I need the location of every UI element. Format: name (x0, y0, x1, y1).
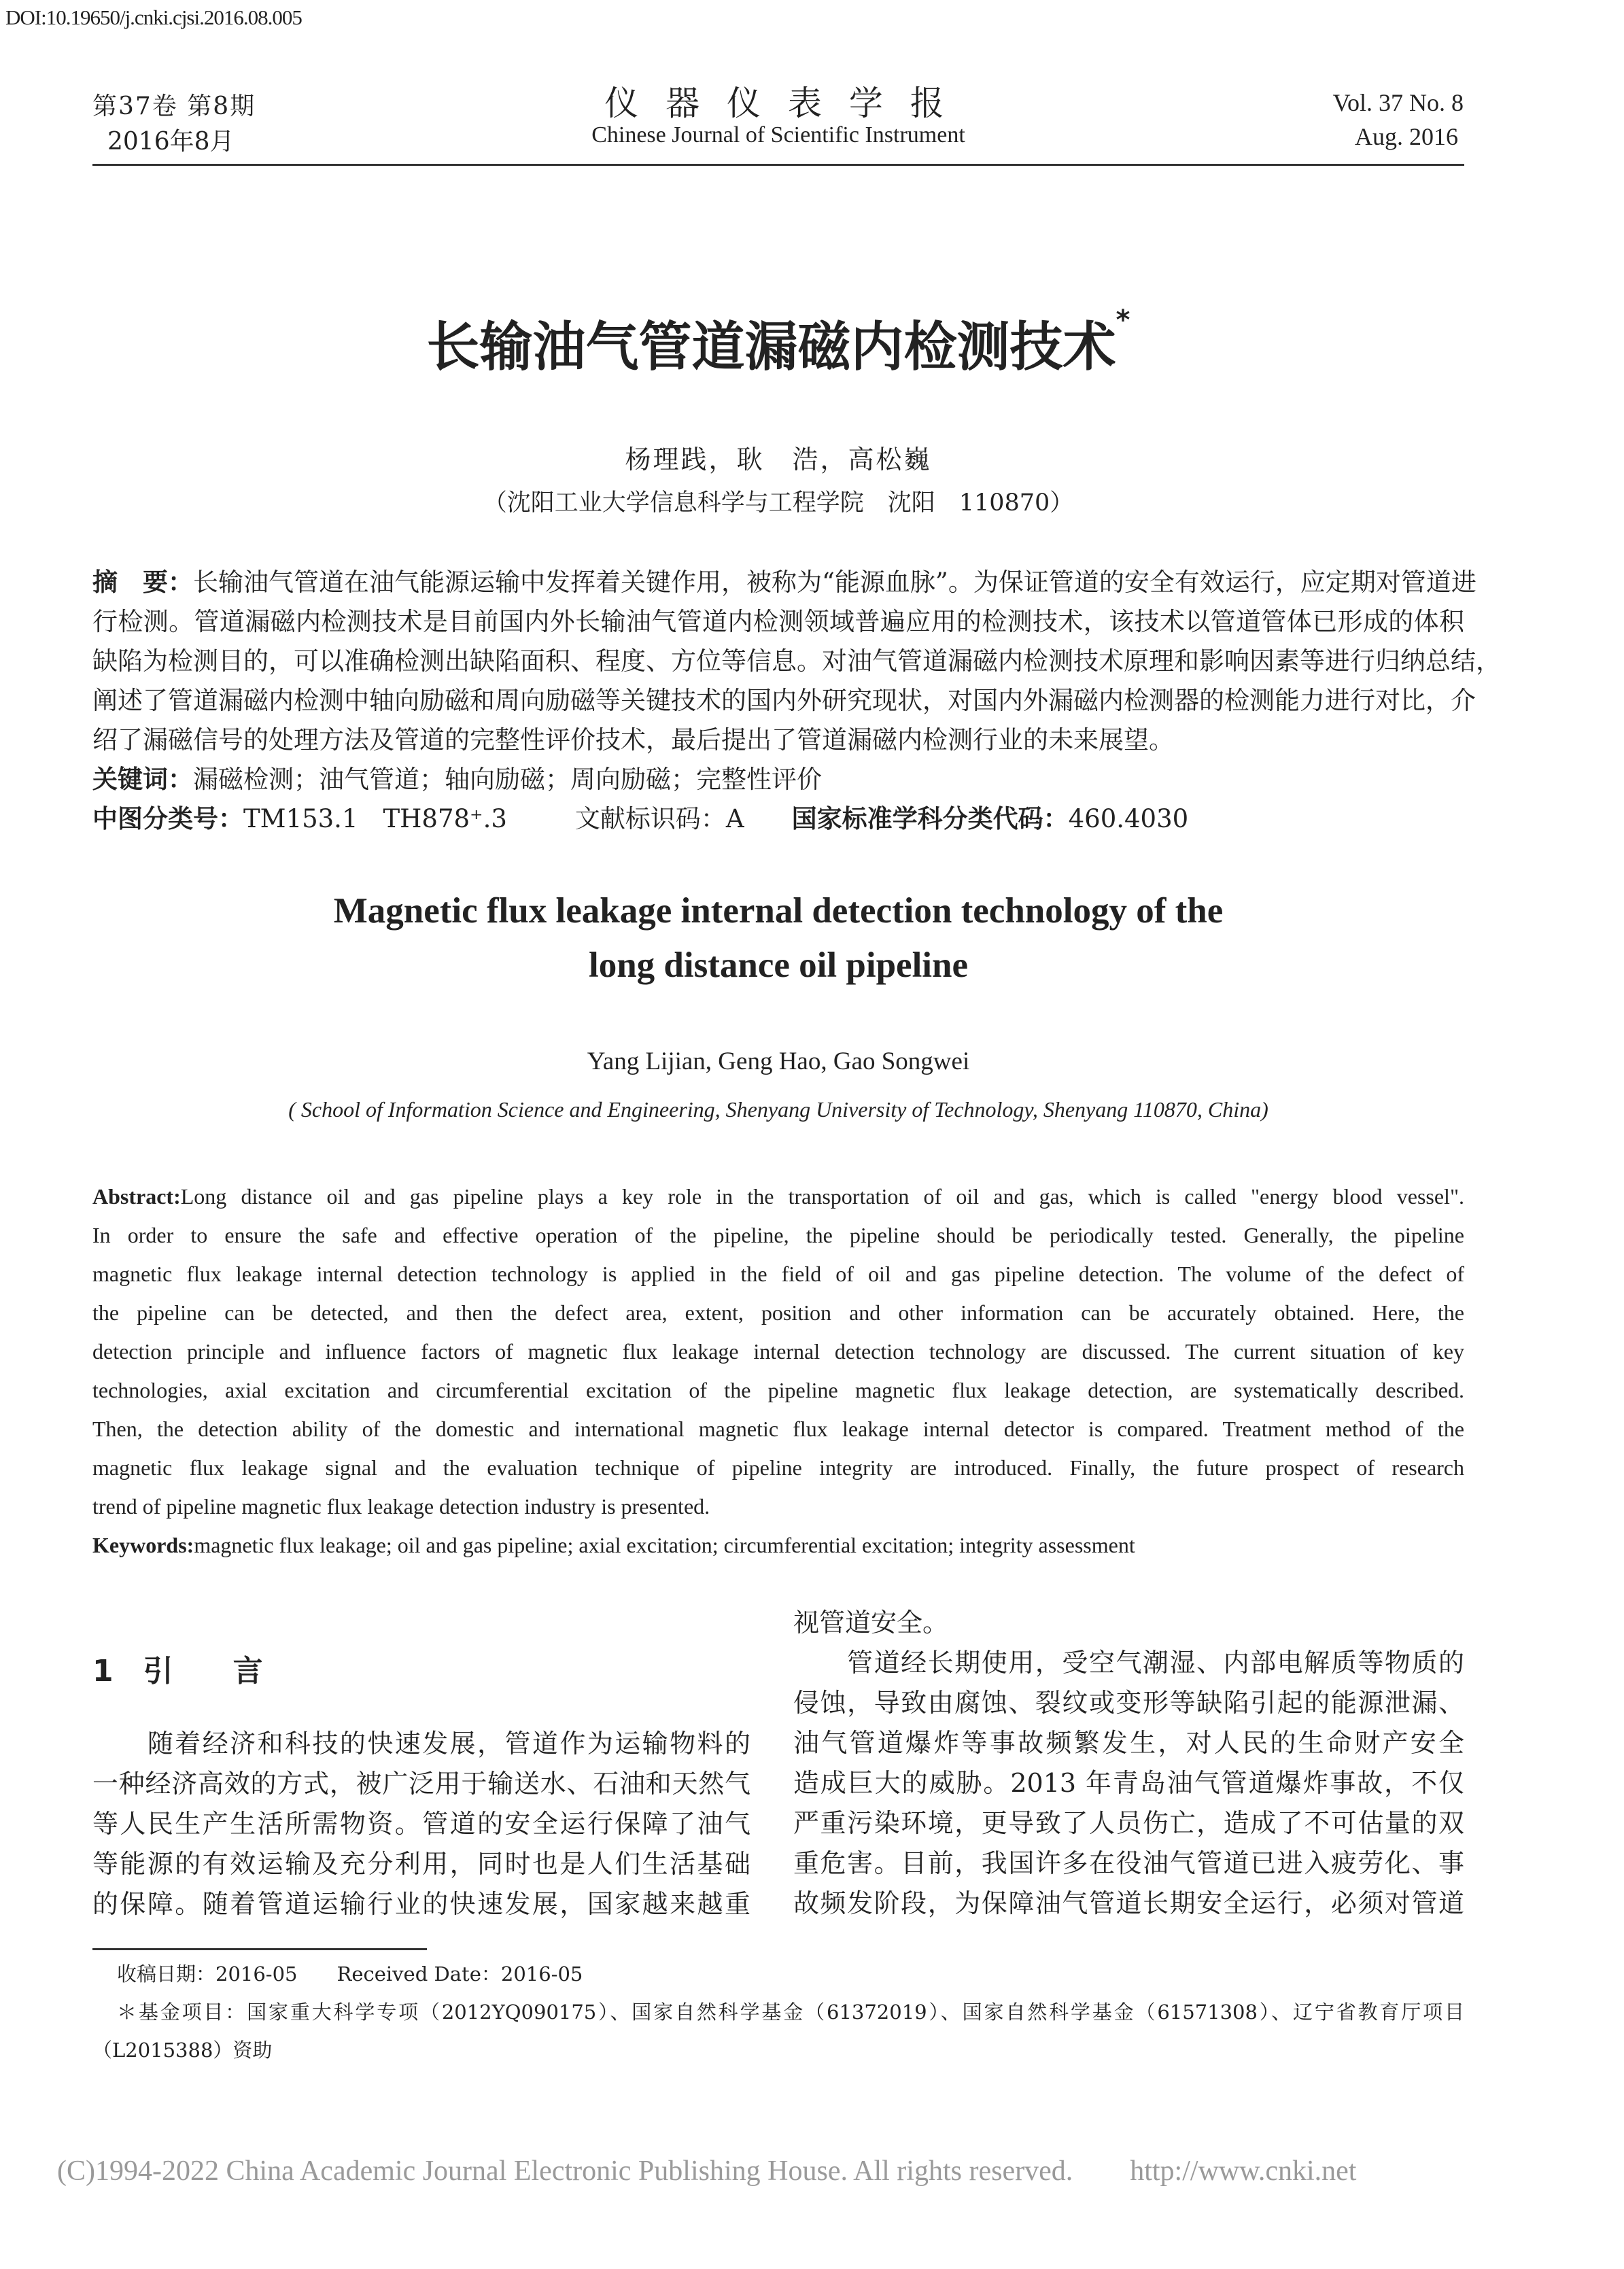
affiliation-en: ( School of Information Science and Engineering, Shenyang University of Technology, Shenyang 110870, China) (288, 1097, 1268, 1122)
classification: 中图分类号：TM153.1 TH878⁺.3 文献标识码：A 国家标准学科分类代码：460.4030 (92, 804, 1189, 833)
date-en: Aug. 2016 (1355, 123, 1458, 150)
section-heading: 1 引 言 (92, 1654, 263, 1688)
header-rule (92, 164, 1464, 166)
right-column: 视管道安全。 管道经长期使用，受空气潮湿、内部电解质等物质的 侵蚀，导致由腐蚀、裂纹或变形等缺陷引起的能源泄漏、 油气管道爆炸等事故频繁发生，对人民的生命财产安全 造成巨大的威胁。2013 年青岛油气管道爆炸事故，不仅 严重污染环境，更导致了人员伤亡，造成了不可估量的双 重危害。目前，我国许多在役油气管道已进入疲劳化、事 故频发阶段，为保障油气管道长期安全运行，必须对管道 (793, 1608, 1464, 1918)
fund-note: ＊基金项目：国家重大科学专项（2012YQ090175）、国家自然科学基金（61372019）、国家自然科学基金（61571308）、辽宁省教育厅项目 (117, 2000, 1464, 2024)
footnote-rule (92, 1948, 427, 1950)
abstract-en: Abstract:Long distance oil and gas pipeline plays a key role in the transportation of oil and gas, which is called "energy blood vessel". In order to ensure the safe and effective operation of the pipeline, the pipeline should be periodically tested. Generally, the pipeline magnetic flux leakage internal detection technology is applied in the field of oil and gas pipeline detection. The volume of the defect of the pipeline can be detected, and then the defect area, extent, position and other information can be accurately obtained. Here, the detection principle and influence factors of magnetic flux leakage internal detection technology are discussed. The current situation of key technologies, axial excitation and circumferential excitation of the pipeline magnetic flux leakage detection, are systematically described. Then, the detection ability of the domestic and international magnetic flux leakage internal detector is compared. Treatment method of the magnetic flux leakage signal and the evaluation technique of pipeline integrity are introduced. Finally, the future prospect of research trend of pipeline magnetic flux leakage detection industry is presented. Keywords:magnetic flux leakage; oil and gas pipeline; axial excitation; circumferential excitation; integrity assessment (92, 1177, 1464, 1565)
volume-zh: 第37卷 第8期 (92, 92, 256, 120)
journal-title-en: Chinese Journal of Scientific Instrument (591, 122, 965, 148)
fund-note-cont: （L2015388）资助 (92, 2039, 273, 2062)
received-date: 收稿日期：2016-05 Received Date：2016-05 (117, 1962, 583, 1986)
volume-en: Vol. 37 No. 8 (1332, 89, 1464, 116)
keywords-en: Keywords:magnetic flux leakage; oil and gas pipeline; axial excitation; circumferential excitation; integrity assessment (92, 1533, 1135, 1557)
authors-en: Yang Lijian, Geng Hao, Gao Songwei (587, 1047, 970, 1075)
doi: DOI:10.19650/j.cnki.cjsi.2016.08.005 (5, 5, 302, 29)
article-title-zh: 长输油气管道漏磁内检测技术* (426, 305, 1130, 378)
left-column: 随着经济和科技的快速发展，管道作为运输物料的 一种经济高效的方式，被广泛用于输送水、石油和天然气 等人民生产生活所需物资。管道的安全运行保障了油气 等能源的有效运输及充分利用，同时也是人们生活基础 的保障。随着管道运输行业的快速发展，国家越来越重 (92, 1729, 750, 1919)
article-title-en: Magnetic flux leakage internal detection technology of the long distance oil pipeline (333, 891, 1224, 985)
abstract-zh: 摘 要：长输油气管道在油气能源运输中发挥着关键作用，被称为“能源血脉”。为保证管道的安全有效运行，应定期对管道进 行检测。管道漏磁内检测技术是目前国内外长输油气管道内检测领域普遍应用的检测技术，该技术以管道管体已形成的体积 缺陷为检测目的，可以准确检测出缺陷面积、程度、方位等信息。对油气管道漏磁内检测技术原理和影响因素等进行归纳总结， 阐述了管道漏磁内检测中轴向励磁和周向励磁等关键技术的国内外研究现状，对国内外漏磁内检测器的检测能力进行对比，介 绍了漏磁信号的处理方法及管道的完整性评价技术，最后提出了管道漏磁内检测行业的未来展望。 关键词：漏磁检测；油气管道；轴向励磁；周向励磁；完整性评价 中图分类号：TM153.1 TH878⁺.3 文献标识码：A 国家标准学科分类代码：460.4030 (92, 563, 1464, 839)
copyright-notice: (C)1994-2022 China Academic Journal Electronic Publishing House. All rights reserved. http://www.cnki.net (57, 2155, 1357, 2187)
keywords-zh: 关键词：漏磁检测；油气管道；轴向励磁；周向励磁；完整性评价 (92, 765, 822, 794)
date-zh: 2016年8月 (107, 128, 235, 156)
authors-zh: 杨理践，耿 浩，高松巍 (625, 445, 932, 474)
journal-title-zh: 仪 器 仪 表 学 报 (604, 84, 952, 123)
affiliation-zh: （沈阳工业大学信息科学与工程学院 沈阳 110870） (483, 489, 1074, 517)
